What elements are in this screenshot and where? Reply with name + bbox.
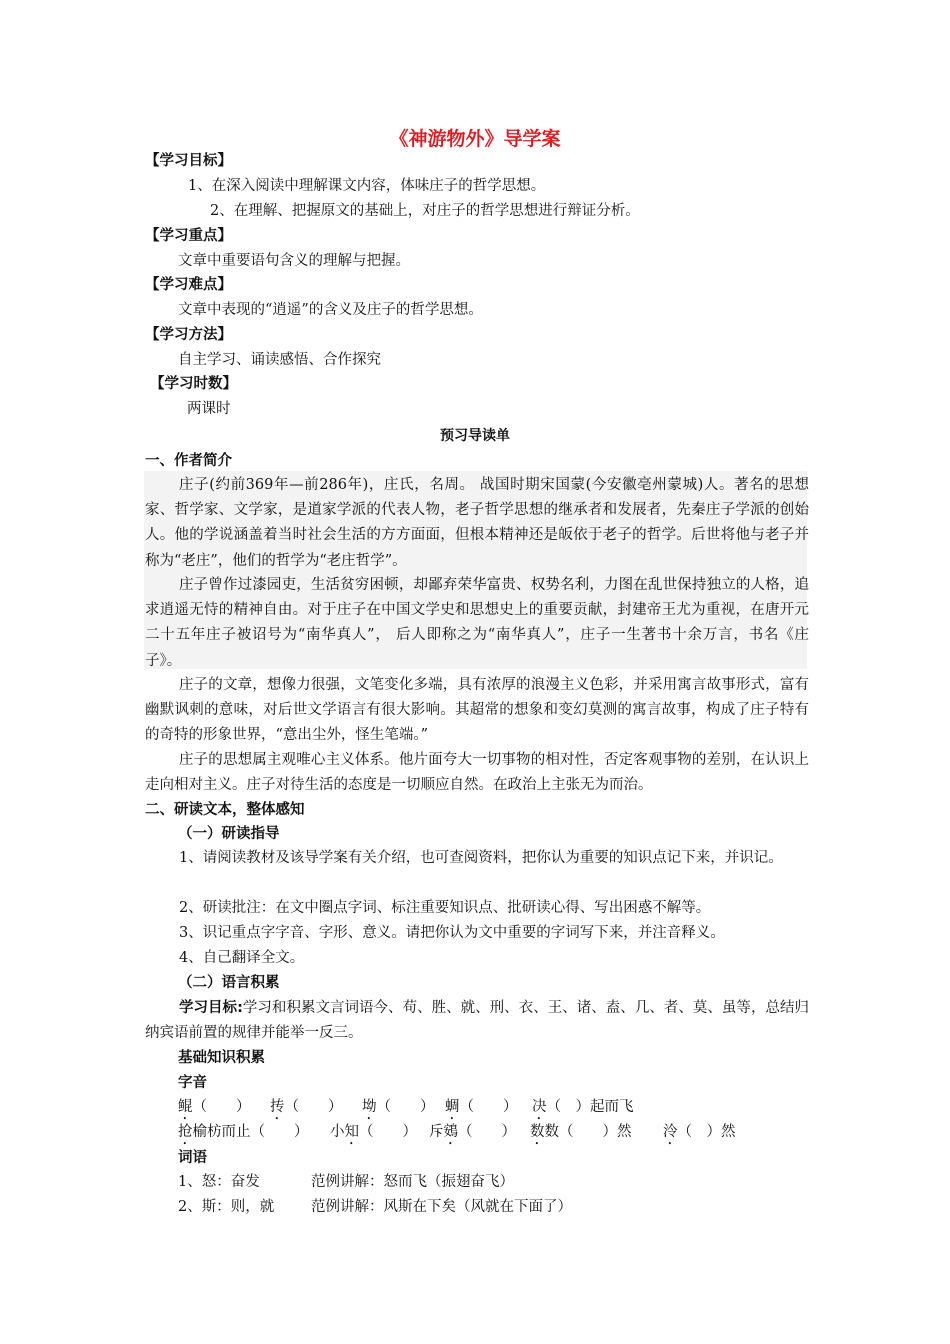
pronunciation-item: 斥鴳（ ） xyxy=(429,1124,516,1140)
section2-heading: 二、研读文本，整体感知 xyxy=(145,802,305,818)
vocabulary-item-1: 1、怒：奋发 范例讲解：怒而飞（振翅奋飞） xyxy=(178,1174,514,1190)
difficulty-text: 文章中表现的“逍遥”的含义及庄子的哲学思想。 xyxy=(178,302,483,318)
pronunciation-row-2 xyxy=(178,1120,736,1148)
pronunciation-item: 决（ ）起而飞 xyxy=(532,1099,634,1115)
pronunciation-item: 抟（ ） xyxy=(270,1099,343,1115)
goals-heading: 【学习目标】 xyxy=(145,153,232,169)
pronunciation-item: 泠（ ）然 xyxy=(663,1124,736,1140)
author-paragraph-2: 庄子曾作过漆园吏，生活贫穷困顿，却鄙弃荣华富贵、权势名利，力图在乱世保持独立的人格，追求逍遥无恃的精神自由。对于庄子在中国文学史和思想史上的重要贡献，封建帝王尤为重视，在唐开元二十五年庄子被诏号为“南华真人”， 后人即称之为“南华真人”，庄子一生著书十余万言，书名《庄子》。 xyxy=(145,577,809,669)
basic-knowledge-heading: 基础知识积累 xyxy=(178,1050,265,1066)
language-subheading: （二）语言积累 xyxy=(178,975,280,991)
method-heading: 【学习方法】 xyxy=(145,327,232,343)
language-goal-label: 学习目标: xyxy=(179,1000,243,1016)
pronunciation-item: 小知（ ） xyxy=(330,1124,417,1140)
pronunciation-item: 蜩（ ） xyxy=(445,1099,518,1115)
author-paragraph-4: 庄子的思想属主观唯心主义体系。他片面夸大一切事物的相对性，否定客观事物的差别，在认识上走向相对主义。庄子对待生活的态度是一切顺应自然。在政治上主张无为而治。 xyxy=(145,752,809,794)
focus-text: 文章中重要语句含义的理解与把握。 xyxy=(178,253,410,269)
pronunciation-item: 鲲（ ） xyxy=(178,1099,251,1115)
hours-text: 两课时 xyxy=(187,401,231,417)
preview-title: 预习导读单 xyxy=(440,428,510,444)
goal-item-1: 1、在深入阅读中理解课文内容，体味庄子的哲学思想。 xyxy=(188,178,546,194)
pronunciation-item: 数数（ ）然 xyxy=(530,1124,632,1140)
method-text: 自主学习、诵读感悟、合作探究 xyxy=(178,352,381,368)
pronunciation-item: 坳（ ） xyxy=(362,1099,435,1115)
vocabulary-heading: 词语 xyxy=(178,1150,207,1166)
pronunciation-row-1 xyxy=(178,1095,634,1123)
vocabulary-item-2: 2、斯：则，就 范例讲解：风斯在下矣（风就在下面了） xyxy=(178,1199,572,1215)
language-goal-text: 学习和积累文言词语今、苟、胜、就、刑、衣、王、诸、盍、几、者、莫、虽等，总结归纳宾语前置的规律并能举一反三。 xyxy=(145,1000,809,1041)
guide-item-3: 3、识记重点字字音、字形、意义。请把你认为文中重要的字词写下来，并注音释义。 xyxy=(179,925,725,941)
author-paragraph-1: 庄子(约前369年—前286年)，庄氏，名周。 战国时期宋国蒙(今安徽亳州蒙城)人。著名的思想家、哲学家、文学家，是道家学派的代表人物，老子哲学思想的继承者和发展者，先秦庄子学派的创始人。他的学说涵盖着当时社会生活的方方面面，但根本精神还是皈依于老子的哲学。后世将他与老子并称为“老庄”，他们的哲学为“老庄哲学”。 xyxy=(145,477,809,569)
pronunciation-item: 抢榆枋而止（ ） xyxy=(178,1124,309,1140)
guide-item-1: 1、请阅读教材及该导学案有关介绍，也可查阅资料，把你认为重要的知识点记下来，并识记。 xyxy=(179,850,783,866)
language-goal xyxy=(145,996,809,1046)
document-title: 《神游物外》导学案 xyxy=(389,128,561,150)
guide-subheading: （一）研读指导 xyxy=(178,826,280,842)
hours-heading: 【学习时数】 xyxy=(150,376,237,392)
author-paragraph-3: 庄子的文章，想像力很强，文笔变化多端，具有浓厚的浪漫主义色彩，并采用寓言故事形式，富有幽默讽刺的意味，对后世文学语言有很大影响。其超常的想象和变幻莫测的寓言故事，构成了庄子特有的奇特的形象世界，“意出尘外，怪生笔端。” xyxy=(145,677,809,744)
difficulty-heading: 【学习难点】 xyxy=(145,277,232,293)
pronunciation-heading: 字音 xyxy=(178,1075,207,1091)
goal-item-2: 2、在理解、把握原文的基础上，对庄子的哲学思想进行辩证分析。 xyxy=(210,203,640,219)
guide-item-2: 2、研读批注：在文中圈点字词、标注重要知识点、批研读心得、写出困惑不解等。 xyxy=(179,900,711,916)
guide-item-4: 4、自己翻译全文。 xyxy=(179,950,305,966)
focus-heading: 【学习重点】 xyxy=(145,228,232,244)
section1-heading: 一、作者简介 xyxy=(145,453,232,469)
